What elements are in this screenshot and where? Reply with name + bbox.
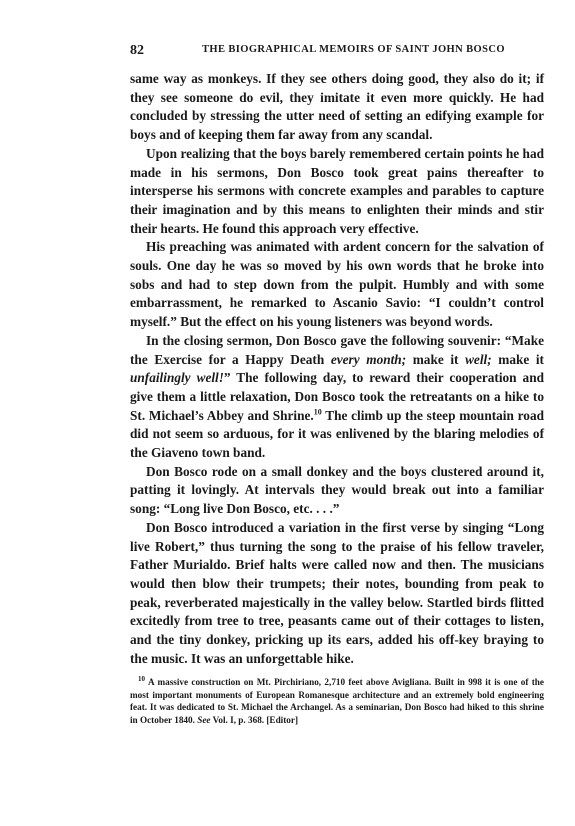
footnote-mark: 10 — [138, 674, 145, 683]
running-title: THE BIOGRAPHICAL MEMOIRS OF SAINT JOHN BOSCO — [202, 44, 505, 55]
paragraph-6: Don Bosco introduced a variation in the first verse by singing “Long live Robert,” thus turning the song to the praise of his fellow traveler, Father Murialdo. Brief halts were called now and then. The musicians would then blow their trumpets; their notes, bounding from peak to peak, reverberated majestically in the valley below. Startled birds flitted excitedly from tree to tree, peasants came out of their cottages to listen, and the tiny donkey, pricking up its ears, added his off-key braying to the music. It was an unforgettable hike. — [130, 519, 544, 666]
emphasis-every-month: every month; — [330, 351, 407, 367]
body-text — [130, 70, 544, 669]
footnote-text — [130, 676, 544, 726]
paragraph-2: Upon realizing that the boys barely remembered certain points he had made in his sermons, Don Bosco took great pains thereafter to intersperse his sermons with concrete examples and parables to capture their imagination and by this means to enlighten their minds and stir their hearts. He found this approach very effective. — [130, 145, 544, 236]
paragraph-4-text-b: make it — [406, 351, 466, 367]
paragraph-4-text-e: The climb up the steep mountain road did not seem so arduous, for it was enlivened by the blaring melodies of the Giaveno town band. — [130, 407, 544, 461]
emphasis-well: well; — [465, 351, 492, 367]
footnote — [130, 676, 544, 726]
footnote-text-a: A massive construction on Mt. Pirchiriano, 2,710 feet above Avigliana. Built in 998 it is one of the most important monuments of European Romanesque architecture and an extremely bold engineering feat. It was dedicated to St. Michael the Archangel. As a seminarian, Don Bosco had hiked to this shrine in October 1840. — [130, 677, 544, 725]
paragraph-3: His preaching was animated with ardent concern for the salvation of souls. One day he was so moved by his own words that he broke into sobs and had to step down from the pulpit. Humbly and with some embarrassment, he remarked to Ascanio Savio: “I couldn’t control myself.” But the effect on his young listeners was beyond words. — [130, 239, 544, 330]
paragraph-1: same way as monkeys. If they see others doing good, they also do it; if they see someone do evil, they imitate it even more quickly. He had concluded by stressing the utter need of setting an edifying example for boys and of keeping them far away from any scandal. — [130, 71, 544, 143]
paragraph-4-text-a: In the closing sermon, Don Bosco gave the following souvenir: “Make the Exercise for a Happy Death — [130, 332, 544, 367]
footnote-text-b: Vol. I, p. 368. [Editor] — [210, 714, 299, 725]
paragraph-4 — [130, 332, 544, 463]
page-number: 82 — [130, 43, 144, 58]
paragraph-4-text-d: ” The following day, to reward their cooperation and give them a little relaxation, Don Bosco took the retreatants on a hike to St. Michael’s Abbey and Shrine. — [130, 370, 544, 423]
emphasis-unfailingly-well: unfailingly well! — [130, 370, 224, 386]
paragraph-5: Don Bosco rode on a small donkey and the boys clustered around it, patting it lovingly. At intervals they would break out into a familiar song: “Long live Don Bosco, etc. . . .” — [130, 463, 544, 517]
paragraph-4-text-c: make it — [491, 351, 544, 367]
footnote-reference: 10 — [313, 407, 322, 417]
footnote-see: See — [197, 714, 211, 725]
page-header — [130, 43, 542, 59]
